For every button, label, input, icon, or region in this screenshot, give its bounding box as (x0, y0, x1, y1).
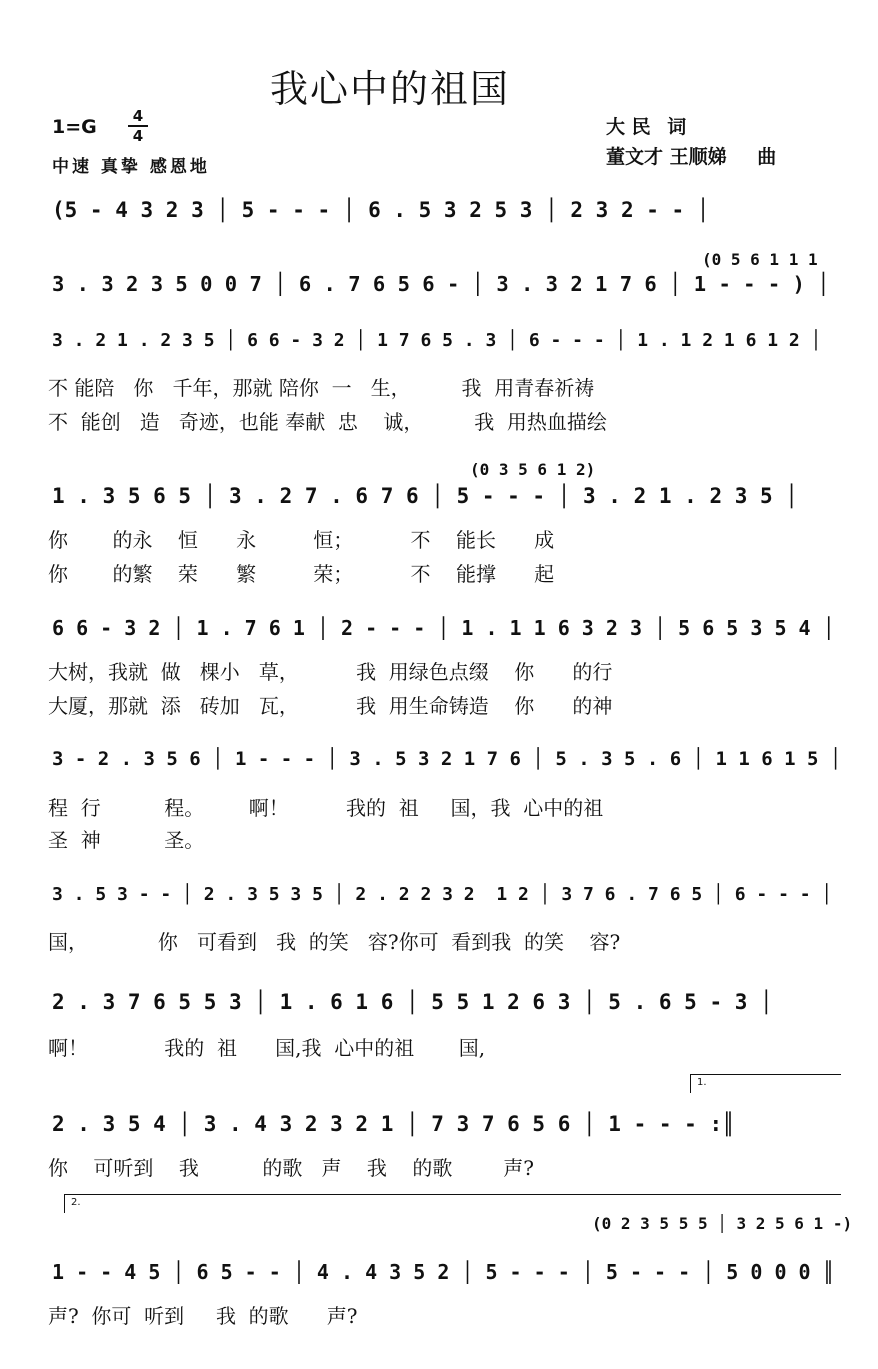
score-line-9: 2 . 3 5 4 │ 3 . 4 3 2 3 2 1 │ 7 3 7 6 5 6 │ 1 - - - :║ (52, 1112, 735, 1136)
composer-credit (606, 142, 776, 169)
first-ending-label: 1. (697, 1077, 707, 1088)
score-line-4: 1 . 3 5 6 5 │ 3 . 2 7 . 6 7 6 │ 5 - - - │ 3 . 2 1 . 2 3 5 │ (52, 484, 798, 508)
lyrics-line-9: 你 可听到 我 的歌 声 我 的歌 声? (48, 1156, 534, 1180)
time-signature (128, 108, 148, 144)
time-signature-top: 4 (132, 107, 144, 125)
lyrics-line-4b: 你 的繁 荣 繁 荣； 不 能撑 起 (48, 562, 555, 586)
composer-role: 曲 (757, 146, 777, 168)
score-line-10: 1 - - 4 5 │ 6 5 - - │ 4 . 4 3 5 2 │ 5 - - - │ 5 - - - │ 5 0 0 0 ║ (52, 1260, 835, 1284)
song-title: 我心中的祖国 (270, 67, 511, 111)
lyrics-line-10: 声? 你可 听到 我 的歌 声? (48, 1304, 358, 1328)
second-ending-label: 2. (71, 1197, 81, 1208)
score-line-6: 3 - 2 . 3 5 6 │ 1 - - - │ 3 . 5 3 2 1 7 6 │ 5 . 3 5 . 6 │ 1 1 6 1 5 │ (52, 748, 842, 770)
score-line-7: 3 . 5 3 - - │ 2 . 3 5 3 5 │ 2 . 2 2 3 2 1 2 │ 3 7 6 . 7 6 5 │ 6 - - - │ (52, 884, 833, 905)
score-line-2: 3 . 3 2 3 5 0 0 7 │ 6 . 7 6 5 6 - │ 3 . 3 2 1 7 6 │ 1 - - - ) │ (52, 272, 830, 296)
composer-name: 董文才 王顺娣 (606, 146, 727, 168)
score-line-5: 6 6 - 3 2 │ 1 . 7 6 1 │ 2 - - - │ 1 . 1 1 6 3 2 3 │ 5 6 5 3 5 4 │ (52, 616, 835, 640)
lyricist-name: 大 民 (606, 116, 651, 138)
lyricist-credit (606, 112, 686, 139)
score-line-3: 3 . 2 1 . 2 3 5 │ 6 6 - 3 2 │ 1 7 6 5 . 3 │ 6 - - - │ 1 . 1 2 1 6 1 2 │ (52, 330, 822, 351)
lyrics-line-6b: 圣 神 圣。 (48, 828, 205, 852)
second-ending-bracket (64, 1194, 841, 1213)
lyrics-line-8: 啊！ 我的 祖 国,我 心中的祖 国, (48, 1036, 486, 1060)
lyrics-line-7: 国， 你 可看到 我 的笑 容?你可 看到我 的笑 容? (48, 930, 621, 954)
lyrics-line-3b: 不 能创 造 奇迹，也能 奉献 忠 诚， 我 用热血描绘 (48, 410, 607, 434)
outro-phrase: (0 2 3 5 5 5 │ 3 2 5 6 1 -) (592, 1214, 853, 1233)
tempo-marking: 中速 真挚 感恩地 (52, 157, 210, 177)
first-ending-bracket (690, 1074, 841, 1093)
score-line-8: 2 . 3 7 6 5 5 3 │ 1 . 6 1 6 │ 5 5 1 2 6 3 │ 5 . 6 5 - 3 │ (52, 990, 773, 1014)
lyrics-line-6a: 程 行 程。 啊！ 我的 祖 国，我 心中的祖 (48, 796, 604, 820)
lyrics-line-5b: 大厦，那就 添 砖加 瓦， 我 用生命铸造 你 的神 (48, 694, 613, 718)
score-line-1: (5 - 4 3 2 3 │ 5 - - - │ 6 . 5 3 2 5 3 │ 2 3 2 - - │ (52, 198, 710, 222)
intro-phrase-1: (0 5 6 1 1 1 (702, 250, 818, 269)
lyrics-line-4a: 你 的永 恒 永 恒； 不 能长 成 (48, 528, 555, 552)
intro-phrase-2: (0 3 5 6 1 2) (470, 460, 596, 479)
key-signature: 1=G (52, 116, 97, 138)
time-signature-bottom: 4 (132, 127, 144, 145)
lyrics-line-3a: 不 能陪 你 千年，那就 陪你 一 生， 我 用青春祈祷 (48, 376, 595, 400)
lyrics-line-5a: 大树，我就 做 棵小 草， 我 用绿色点缀 你 的行 (48, 660, 613, 684)
lyricist-role: 词 (667, 116, 687, 138)
